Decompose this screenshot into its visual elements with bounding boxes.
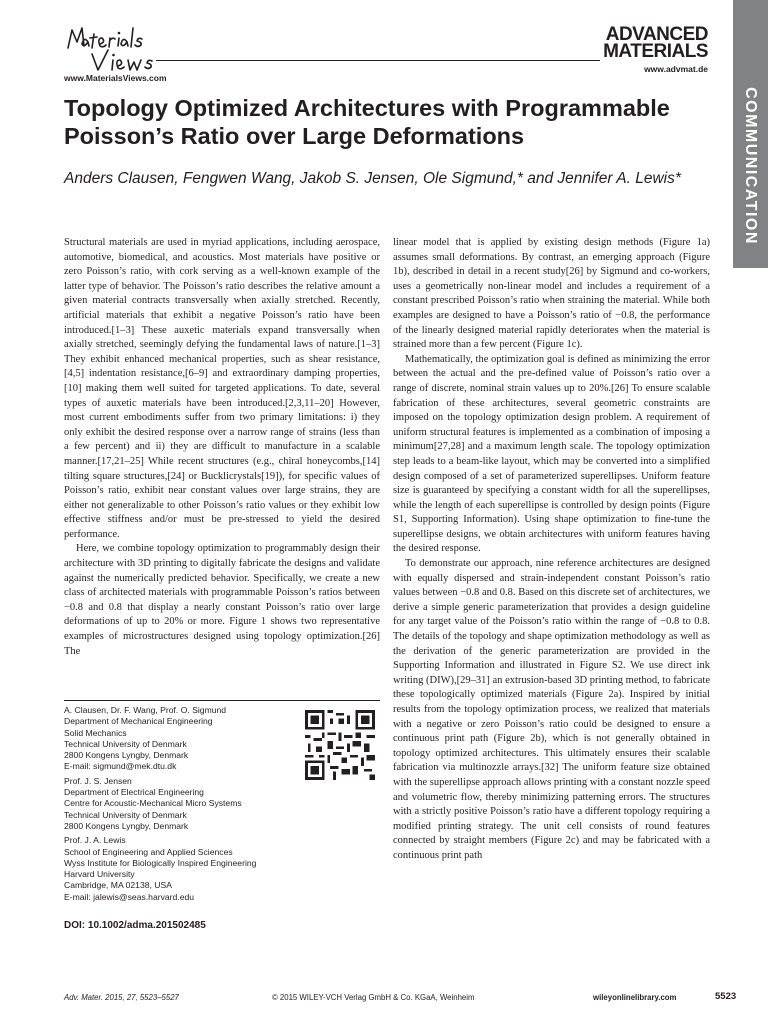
- logo-line-1: ADVANCED: [605, 24, 708, 45]
- page-number: 5523: [715, 991, 737, 1002]
- affil-line: A. Clausen, Dr. F. Wang, Prof. O. Sigmund: [64, 705, 227, 715]
- body-column-left: [64, 236, 380, 659]
- affiliation-block-2: [64, 776, 300, 832]
- affil-email[interactable]: E-mail: jalewis@seas.harvard.edu: [64, 891, 195, 902]
- affil-line: Solid Mechanics: [64, 727, 127, 738]
- article-title: [64, 94, 714, 150]
- advanced-materials-logo: [603, 26, 708, 60]
- affil-email[interactable]: E-mail: sigmund@mek.dtu.dk: [64, 761, 177, 772]
- footer-site[interactable]: wileyonlinelibrary.com: [593, 993, 677, 1002]
- footer-citation: [64, 993, 179, 1002]
- affil-line: Technical University of Denmark: [64, 809, 187, 820]
- affil-line: Harvard University: [64, 869, 135, 880]
- paragraph: To demonstrate our approach, nine reference architectures are designed with equally dispersed and strain-independent constant Poisson’s ratio values between −0.8 and 0.8. Based on this discrete set of architectures, we derive a simple generic parameterization that provides a design guideline for any target value of the Poisson’s ratio within the range of −0.8 to 0.8. The details of the topology and shape optimization methodology as well as the derivation of the generic parameterization are provided in the Supporting Information and illustrated in Figure S2. We use direct ink writing (DIW),[29–31] an extrusion-based 3D printing method, to fabricate these topologically optimized materials (Figure 2a). Inspired by initial results from the topology optimization process, we realized that materials with a negative or zero Poisson’s ratio could be designed to ensure a continuous print path (Figure 2b), which is not generally obtained in topology optimized architectures. This ultimately ensures their scalable fabrication via multinozzle arrays.[32] The uniform feature size obtained with the superellipse approach allows printing with a constant nozzle speed and volumetric flow, thereby minimizing patterning errors. The structures with a strictly positive Poisson’s ratio have a different topology requiring a modified printing strategy. The unit cell consists of round features connected by straight members (Figure 2c) and may be fabricated with a continuous print path: [393, 558, 710, 861]
- affil-line: Department of Mechanical Engineering: [64, 716, 213, 727]
- affil-line: Technical University of Denmark: [64, 738, 187, 749]
- affiliation-rule: [64, 700, 380, 701]
- affil-line: 2800 Kongens Lyngby, Denmark: [64, 750, 189, 761]
- materials-views-logo: [64, 24, 174, 74]
- affiliation-block-3: [64, 835, 300, 903]
- title-line-2: Poisson’s Ratio over Large Deformations: [64, 123, 525, 149]
- affil-line: Centre for Acoustic-Mechanical Micro Systems: [64, 798, 242, 809]
- advmat-url[interactable]: www.advmat.de: [644, 64, 708, 74]
- affil-line: Wyss Institute for Biologically Inspired Engineering: [64, 857, 257, 868]
- affiliations: [64, 705, 300, 906]
- title-line-1: Topology Optimized Architectures with Programmable: [64, 95, 670, 121]
- citation-text: Adv. Mater. 2015, 27, 5523–5527: [64, 993, 179, 1002]
- affil-line: School of Engineering and Applied Sciences: [64, 846, 233, 857]
- affil-line: Prof. J. A. Lewis: [64, 835, 126, 846]
- header-rule: [156, 60, 600, 61]
- paragraph: linear model that is applied by existing design methods (Figure 1a) assumes small deformations. By contrast, an emerging approach (Figure 1b), described in detail in a recent study[26] by Sigmund and co-workers, uses a geometrically non-linear model and includes a requirement of a constant prescribed Poisson’s ratio when straining the material. While both examples are designed to have a Poisson’s ratio of −0.8, the performance of the linearly designed material rapidly deteriorates when the material is strained more than a few percent (Figure 1c).: [393, 237, 710, 351]
- paragraph: Here, we combine topology optimization to programmably design their architecture with 3D printing to digitally fabricate the designs and validate against the numerically predicted behavior. Specifically, we create a new class of architected materials with programmable Poisson’s ratios between −0.8 and 0.8 that display a nearly constant Poisson’s ratio over large deformations of up to 20% or more. Figure 1 shows two representative examples of microstructures designed using topology optimization.[26] The: [64, 543, 380, 657]
- affil-line: Prof. J. S. Jensen: [64, 775, 132, 786]
- section-label: COMMUNICATION: [742, 87, 759, 245]
- doi[interactable]: DOI: 10.1002/adma.201502485: [64, 920, 206, 931]
- materials-views-url[interactable]: www.MaterialsViews.com: [64, 73, 167, 83]
- affiliation-block-1: [64, 705, 300, 773]
- affil-line: Cambridge, MA 02138, USA: [64, 880, 172, 891]
- affil-line: 2800 Kongens Lyngby, Denmark: [64, 820, 189, 831]
- body-column-right: [393, 236, 710, 864]
- affil-line: Department of Electrical Engineering: [64, 787, 204, 798]
- author-list: Anders Clausen, Fengwen Wang, Jakob S. Jensen, Ole Sigmund,* and Jennifer A. Lewis*: [64, 170, 681, 187]
- footer-copyright: © 2015 WILEY-VCH Verlag GmbH & Co. KGaA, Weinheim: [272, 993, 475, 1002]
- paragraph: Structural materials are used in myriad applications, including aerospace, automotive, biomedical, and acoustics. Most materials have positive or zero Poisson’s ratio, with cork serving as a well-known example of the latter type of behavior. The Poisson’s ratio describes the relative amount a given material contracts transversally when axially stretched. Recently, artificial materials that exhibit a negative Poisson’s ratio have been introduced.[1–3] These auxetic materials expand transversally when axially stretched, seemingly defying the fundamental laws of nature.[1–3] They exhibit enhanced mechanical properties, such as shear resistance,[4,5] indentation resistance,[6–9] and extraordinary damping properties,[10] making them well suited for targeted applications. To date, several types of auxetic materials have been introduced.[2,3,11–20] However, most current embodiments suffer from two primary limitations: i) they only exhibit the desired response over a narrow range of strains (less than a few percent) and ii) they are difficult to manufacture in a scalable manner.[17,21–25] While recent structures (e.g., chiral honeycombs,[14] tilting square structures,[24] or Bucklicrystals[19]), for specific values of Poisson’s ratio, exhibit near constant values over large strains, they are either not generalizable to other Poisson’s ratio values or they exhibit low effective stiffness and/or must be pre-stressed to yield the desired performance.: [64, 237, 380, 540]
- paragraph: Mathematically, the optimization goal is defined as minimizing the error between the actual and the pre-defined value of Poisson’s ratio over a range of discrete, nominal strain values up to 20%.[26] To ensure scalable fabrication of these architectures, several geometric constraints are imposed on the topology optimization design problem. A requirement of uniform structural features is implemented as a combination of imposing a minimum[27,28] and a maximum length scale. The topology optimization step leads to a beam-like layout, which may be converted into a simplified design composed of a set of parameterized superellipses. Uniform feature size is guaranteed by specifying a constant width for all the superellipses, while the length of each superellipse is controlled by design points (Figure S1, Supporting Information). Using shape optimization to fine-tune the superellipse designs, we obtain architectures with uniform features having the desired response.: [393, 353, 710, 555]
- qr-code[interactable]: [305, 710, 375, 780]
- logo-line-2: MATERIALS: [603, 41, 708, 62]
